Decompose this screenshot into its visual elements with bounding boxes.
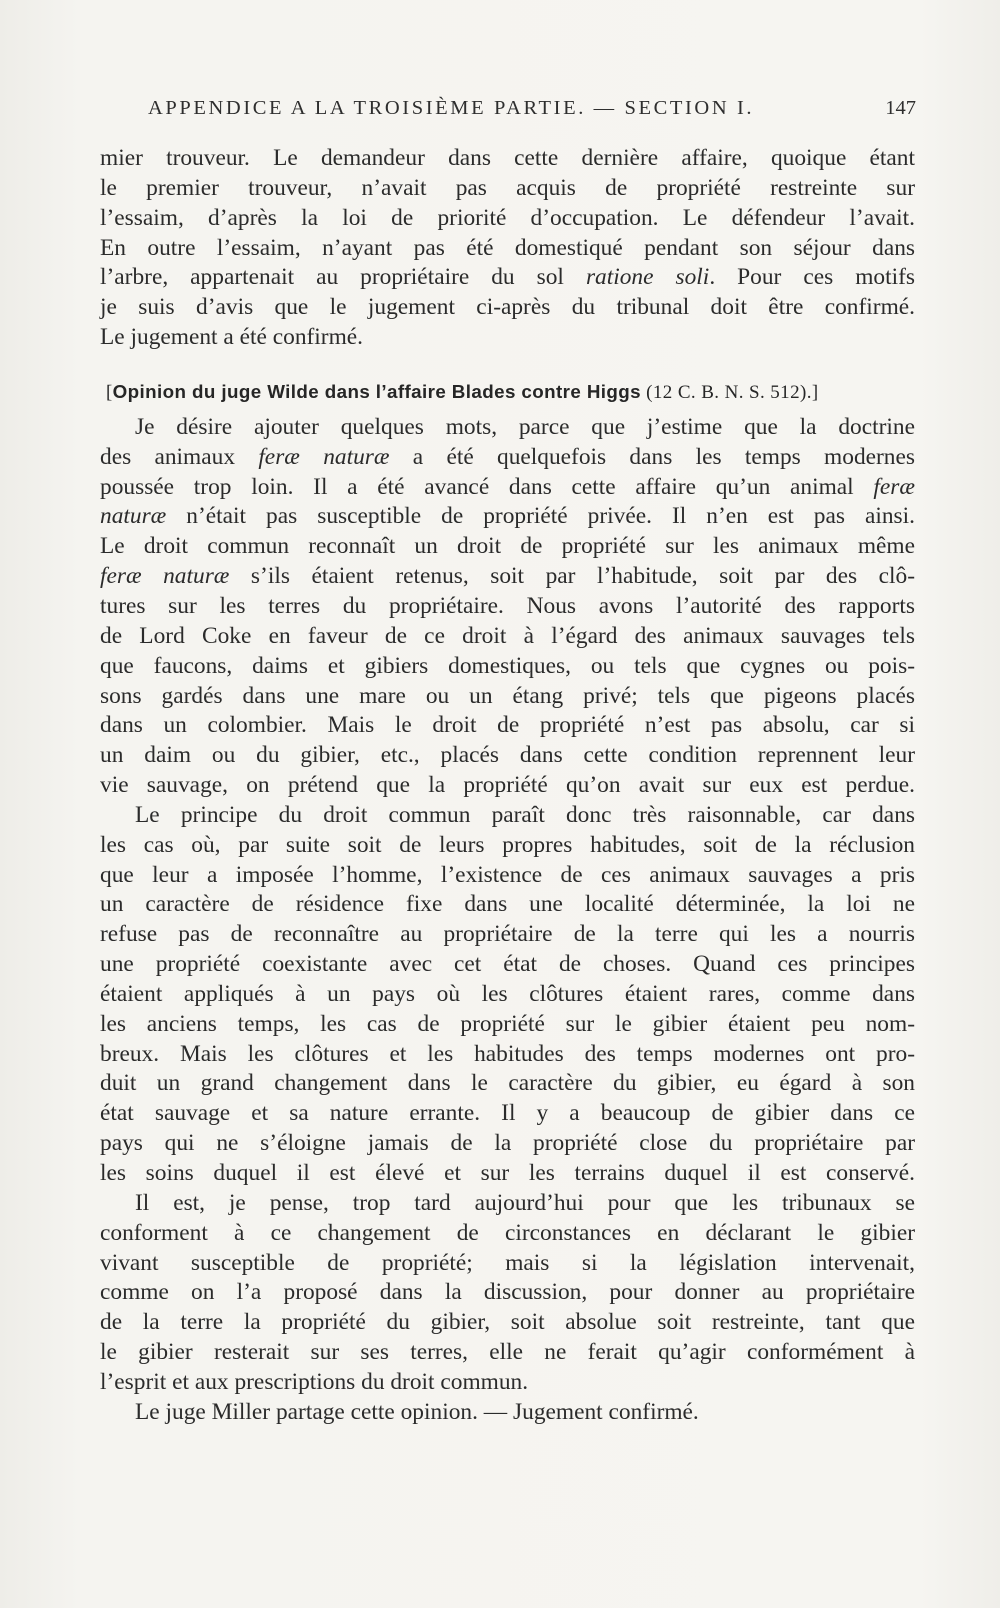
text-segment: des animaux (100, 443, 259, 470)
text-segment: s’ils étaient retenus, soit par l’habitude, soit par des clô- (229, 563, 915, 590)
text-line: de Lord Coke en faveur de ce droit à l’égard des animaux sauvages tels (100, 622, 915, 649)
running-header (148, 97, 916, 127)
latin-term: feræ naturæ (100, 563, 230, 590)
text-line: tures sur les terres du propriétaire. Nous avons l’autorité des rapports (100, 592, 915, 619)
text-line: Le jugement a été confirmé. (100, 324, 364, 351)
running-title: APPENDICE A LA TROISIÈME PARTIE. — SECTION I. (148, 97, 755, 119)
text-line: conforment à ce changement de circonstances en déclarant le gibier (100, 1219, 915, 1246)
text-segment: a été quelquefois dans les temps modernes (389, 443, 915, 470)
text-segment: . Pour ces motifs (709, 264, 915, 291)
text-line: comme on l’a proposé dans la discussion, pour donner au propriétaire (100, 1279, 915, 1306)
latin-term: naturæ (100, 503, 167, 530)
text-segment: n’était pas susceptible de propriété privée. Il n’en est pas ainsi. (166, 503, 915, 530)
text-line: Je désire ajouter quelques mots, parce que j’estime que la doctrine (135, 413, 915, 440)
text-line: l’essaim, d’après la loi de priorité d’occupation. Le défendeur l’avait. (100, 204, 915, 231)
text-line: je suis d’avis que le jugement ci-après du tribunal doit être confirmé. (100, 294, 915, 321)
text-line: les anciens temps, les cas de propriété sur le gibier étaient peu nom- (100, 1010, 915, 1037)
text-line: un daim ou du gibier, etc., placés dans cette condition reprennent leur (100, 742, 915, 769)
text-line: Le droit commun reconnaît un droit de propriété sur les animaux même (100, 533, 915, 560)
heading-bracket-open: [ (106, 381, 113, 403)
text-line (100, 263, 915, 293)
text-line: En outre l’essaim, n’ayant pas été domestiqué pendant son séjour dans (100, 234, 915, 261)
text-line: le gibier resterait sur ses terres, elle ne ferait qu’agir conformément à (100, 1339, 915, 1366)
text-line: étaient appliqués à un pays où les clôtures étaient rares, comme dans (100, 980, 915, 1007)
text-line: l’esprit et aux prescriptions du droit commun. (100, 1368, 529, 1395)
text-line: les soins duquel il est élevé et sur les terrains duquel il est conservé. (100, 1160, 915, 1186)
text-line: état sauvage et sa nature errante. Il y a beaucoup de gibier dans ce (100, 1100, 915, 1127)
text-line (100, 562, 915, 592)
text-line: duit un grand changement dans le caractère du gibier, eu égard à son (100, 1070, 915, 1097)
heading-bracket-close: ] (811, 381, 819, 403)
text-line: vivant susceptible de propriété; mais si la législation intervenait, (100, 1249, 915, 1276)
text-line: que leur a imposée l’homme, l’existence de ces animaux sauvages a pris (100, 861, 915, 888)
page-body (100, 144, 915, 1428)
latin-term: feræ naturæ (258, 443, 390, 470)
heading-citation: (12 C. B. N. S. 512). (641, 381, 812, 403)
text-line: breux. Mais les clôtures et les habitudes des temps modernes ont pro- (100, 1040, 915, 1067)
text-line: un caractère de résidence fixe dans une localité déterminée, la loi ne (100, 891, 915, 918)
text-line: refuse pas de reconnaître au propriétaire de la terre qui les a nourris (100, 921, 915, 948)
text-line: mier trouveur. Le demandeur dans cette dernière affaire, quoique étant (100, 145, 915, 171)
text-line: dans un colombier. Mais le droit de propriété n’est pas absolu, car si (100, 712, 915, 739)
text-line (100, 502, 915, 532)
heading-title: Opinion du juge Wilde dans l’affaire Blades contre Higgs (112, 380, 642, 402)
text-line: pays qui ne s’éloigne jamais de la propriété close du propriétaire par (100, 1130, 915, 1157)
text-line (100, 443, 915, 473)
text-line: que faucons, daims et gibiers domestiques, ou tels que cygnes ou pois- (100, 652, 915, 679)
spacer (100, 353, 915, 375)
text-line: le premier trouveur, n’avait pas acquis de propriété restreinte sur (100, 174, 915, 201)
text-line: Il est, je pense, trop tard aujourd’hui pour que les tribunaux se (135, 1189, 915, 1216)
text-line: de la terre la propriété du gibier, soit absolue soit restreinte, tant que (100, 1309, 915, 1336)
text-line (100, 473, 915, 503)
section-heading (106, 375, 915, 413)
text-line: sons gardés dans une mare ou un étang privé; tels que pigeons placés (100, 682, 915, 709)
text-segment: poussée trop loin. Il a été avancé dans cette affaire qu’un animal (100, 473, 874, 500)
latin-term: ratione soli (585, 264, 710, 291)
latin-term: feræ (873, 473, 915, 500)
text-line: vie sauvage, on prétend que la propriété qu’on avait sur eux est perdue. (100, 772, 915, 799)
text-line: Le juge Miller partage cette opinion. — Jugement confirmé. (135, 1398, 699, 1425)
text-line: Le principe du droit commun paraît donc très raisonnable, car dans (135, 801, 915, 828)
text-line: une propriété coexistante avec cet état de choses. Quand ces principes (100, 951, 915, 978)
text-segment: l’arbre, appartenait au propriétaire du sol (100, 264, 586, 291)
text-line: les cas où, par suite soit de leurs propres habitudes, soit de la réclusion (100, 831, 915, 858)
page-number: 147 (885, 97, 916, 119)
